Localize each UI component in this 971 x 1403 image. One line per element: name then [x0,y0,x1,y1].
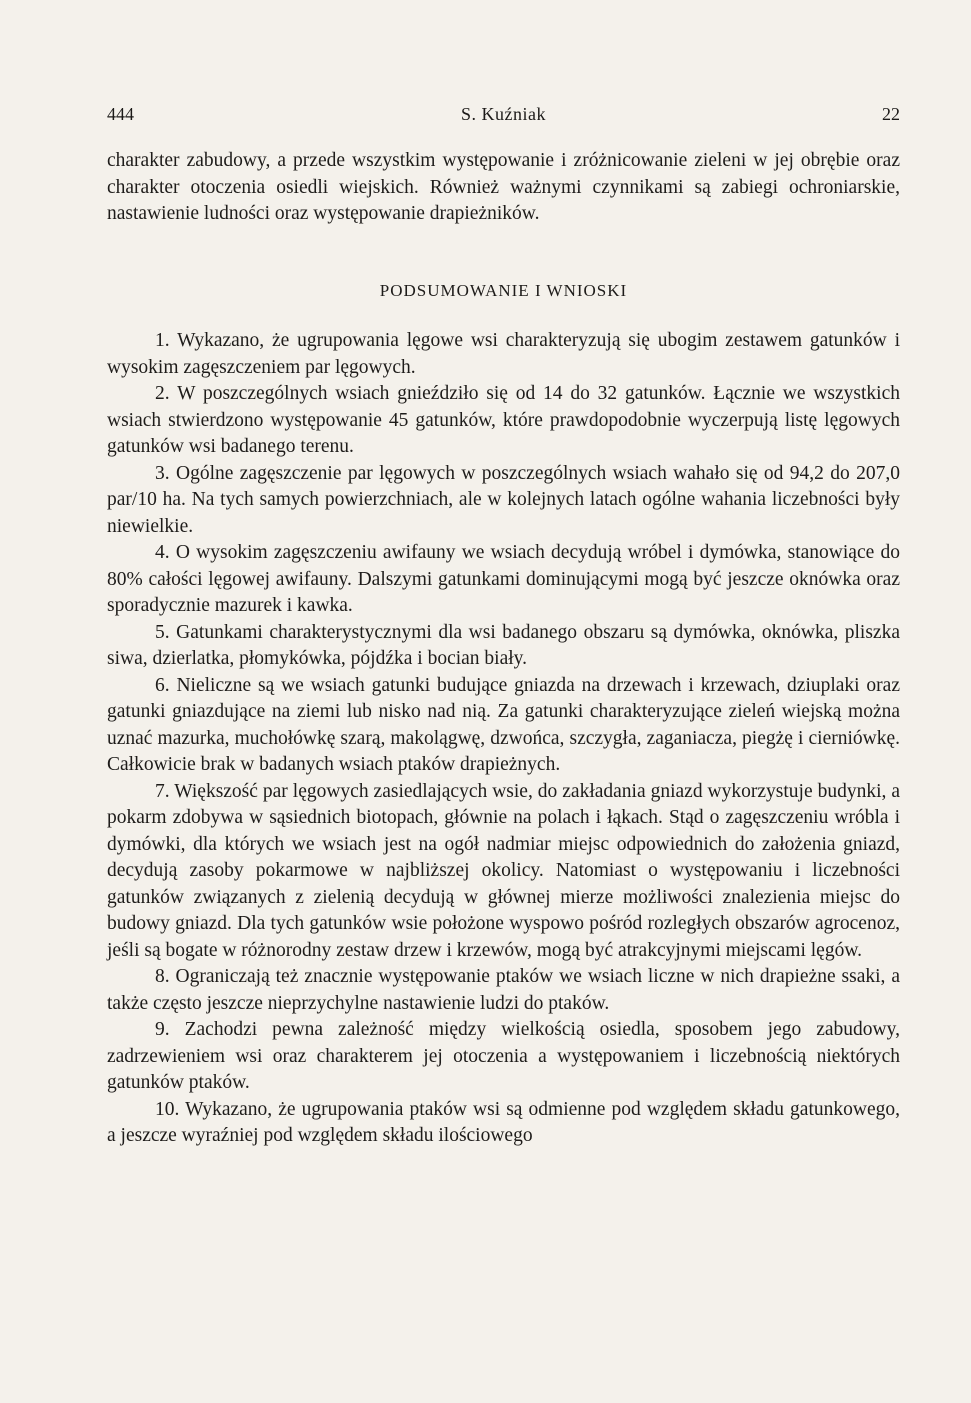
conclusion-7: 7. Większość par lęgowych zasiedlających wsie, do zakładania gniazd wykorzystuje budynki, a pokarm zdobywa w sąsiednich biotopach, głównie na polach i łąkach. Stąd o zagęszczeniu wróbla i dymówki, dla których we wsiach jest na ogół nadmiar miejsc odpowiednich do założenia gniazd, decydują zasoby pokarmowe w najbliższej okolicy. Natomiast o występowaniu i liczebności gatunków związanych z zielenią decydują w głównej mierze możliwości znalezienia miejsc do budowy gniazd. Dla tych gatunków wsie położone wyspowo pośród rozległych obszarów agrocenoz, jeśli są bogate w różnorodny zestaw drzew i krzewów, mogą być atrakcyjnymi miejscami lęgów. [107,780,900,961]
conclusion-2: 2. W poszczególnych wsiach gnieździło się od 14 do 32 gatunków. Łącznie we wszystkich wsiach stwierdzono występowanie 45 gatunków, które prawdopodobnie wyczerpują listę lęgowych gatunków wsi badanego terenu. [107,383,900,457]
conclusion-9: 9. Zachodzi pewna zależność między wielkością osiedla, sposobem jego zabudowy, zadrzewieniem wsi oraz charakterem jej otoczenia a występowaniem i liczebnością niektórych gatunków ptaków. [107,1019,900,1093]
conclusion-10: 10. Wykazano, że ugrupowania ptaków wsi są odmienne pod względem składu gatunkowego, a jeszcze wyraźniej pod względem składu ilościowego [107,1098,900,1146]
conclusion-4: 4. O wysokim zagęszczeniu awifauny we wsiach decydują wróbel i dymówka, stanowiące do 80% całości lęgowej awifauny. Dalszymi gatunkami dominującymi mogą być jeszcze oknówka oraz sporadycznie mazurek i kawka. [107,542,900,616]
intro-paragraph: charakter zabudowy, a przede wszystkim występowanie i zróżnicowanie zieleni w jej obrębie oraz charakter otoczenia osiedli wiejskich. Również ważnymi czynnikami są zabiegi ochroniarskie, nastawienie ludności oraz występowanie drapieżników. [107,150,900,224]
section-title: PODSUMOWANIE I WNIOSKI [379,280,628,300]
conclusion-1: 1. Wykazano, że ugrupowania lęgowe wsi charakteryzują się ubogim zestawem gatunków i wysokim zagęszczeniem par lęgowych. [107,330,900,378]
conclusion-5: 5. Gatunkami charakterystycznymi dla wsi badanego obszaru są dymówka, oknówka, pliszka siwa, dzierlatka, płomykówka, pójdźka i bocian biały. [107,621,900,669]
page-number-right: 22 [882,104,900,124]
running-header [107,104,900,130]
conclusion-6: 6. Nieliczne są we wsiach gatunki budujące gniazda na drzewach i krzewach, dziuplaki oraz gatunki gniazdujące na ziemi lub nisko nad nią. Za gatunki charakteryzujące zieleń wiejską można uznać mazurka, muchołówkę szarą, makolągwę, dzwońca, szczygła, zaganiacza, piegżę i cierniówkę. Całkowicie brak w badanych wsiach ptaków drapieżnych. [107,674,900,775]
article-body [107,148,900,1150]
page-number-left: 444 [107,104,134,124]
conclusion-3: 3. Ogólne zagęszczenie par lęgowych w poszczególnych wsiach wahało się od 94,2 do 207,0 par/10 ha. Na tych samych powierzchniach, ale w kolejnych latach ogólne wahania liczebności były niewielkie. [107,462,900,537]
conclusion-8: 8. Ograniczają też znacznie występowanie ptaków we wsiach liczne w nich drapieżne ssaki, a także często jeszcze nieprzychylne nastawienie ludzi do ptaków. [107,966,900,1014]
running-author: S. Kuźniak [461,104,546,124]
